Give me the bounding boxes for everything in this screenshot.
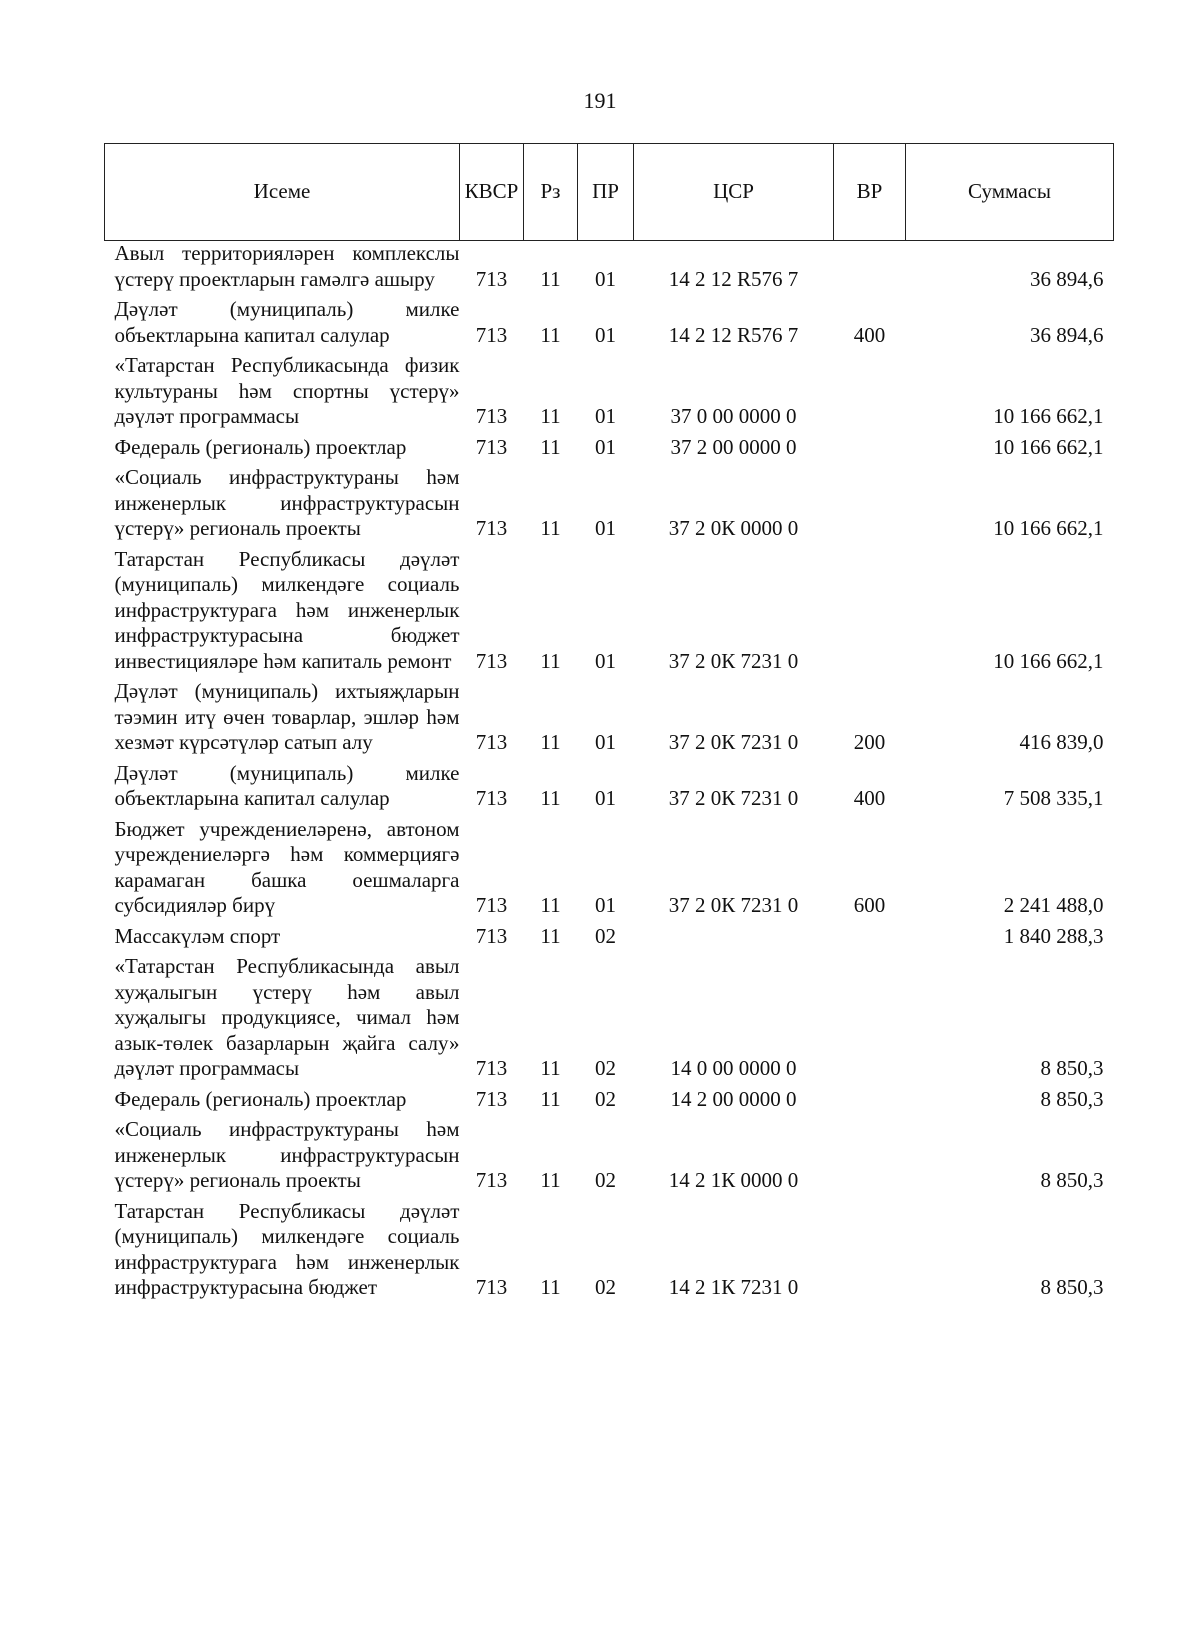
row-pr: 01	[595, 648, 616, 673]
row-rz: 11	[540, 730, 561, 754]
table-row	[105, 759, 1114, 815]
row-vr	[834, 952, 906, 1085]
row-sum: 8 850,3	[1040, 1168, 1104, 1192]
row-vr	[834, 1115, 906, 1197]
row-pr: 01	[595, 404, 616, 428]
row-sum: 10 166 662,1	[993, 434, 1104, 459]
table-row	[105, 677, 1114, 759]
row-name: Массакүләм спорт	[114, 923, 281, 948]
row-sum: 10 166 662,1	[993, 404, 1104, 428]
row-kvsr: 713	[475, 516, 508, 540]
header-vr: ВР	[834, 144, 906, 241]
row-name: Татарстан Республикасы дәүләт (муниципаль) милкендәге социаль инфраструктурага һәм инженерлык инфраструктурасына бюджет	[114, 1198, 460, 1299]
row-name: Татарстан Республикасы дәүләт (муниципаль) милкендәге социаль инфраструктурага һәм инженерлык инфраструктурасына бюджет инвестицияләре һәм капиталь ремонт	[114, 546, 460, 673]
table-row	[105, 351, 1114, 433]
header-name: Исеме	[105, 144, 460, 241]
row-sum: 2 241 488,0	[1003, 893, 1104, 917]
row-pr: 01	[595, 322, 616, 347]
header-pr: ПР	[578, 144, 634, 241]
table-row	[105, 922, 1114, 953]
row-pr: 01	[595, 786, 616, 810]
header-kvsr: КВСР	[460, 144, 524, 241]
row-name: Дәүләт (муниципаль) милке объектларына капитал салулар	[114, 297, 460, 347]
header-rz: Рз	[524, 144, 578, 241]
row-pr: 02	[595, 1275, 616, 1299]
row-rz: 11	[540, 786, 561, 810]
table-row	[105, 433, 1114, 464]
row-name: «Татарстан Республикасында авыл хуҗалыгын үстерү һәм авыл хуҗалыгы продукциясе, чимал һәм азык-төлек базарларын җайга салу» дәүләт программасы	[114, 954, 460, 1080]
row-vr	[834, 1085, 906, 1116]
row-sum: 7 508 335,1	[1003, 786, 1104, 810]
row-name: «Социаль инфраструктураны һәм инженерлык инфраструктурасын үстерү» региональ проекты	[114, 1117, 460, 1192]
row-kvsr: 713	[475, 266, 508, 291]
row-vr	[834, 241, 906, 296]
page-number: 191	[583, 88, 617, 113]
row-sum: 36 894,6	[1030, 266, 1104, 291]
row-tsr: 14 2 1К 0000 0	[668, 1168, 799, 1192]
row-sum: 8 850,3	[1040, 1056, 1104, 1080]
row-vr	[834, 463, 906, 545]
row-sum: 8 850,3	[1040, 1275, 1104, 1299]
row-sum: 10 166 662,1	[993, 516, 1104, 540]
row-vr: 200	[853, 730, 886, 754]
row-kvsr: 713	[475, 893, 508, 917]
row-pr: 01	[595, 516, 616, 540]
row-name: «Социаль инфраструктураны һәм инженерлык инфраструктурасын үстерү» региональ проекты	[114, 465, 460, 540]
row-vr	[834, 433, 906, 464]
row-tsr: 14 2 12 R576 7	[668, 266, 799, 291]
row-kvsr: 713	[475, 1168, 508, 1192]
row-sum: 8 850,3	[1040, 1086, 1104, 1111]
row-sum: 10 166 662,1	[993, 648, 1104, 673]
row-tsr: 37 2 0К 7231 0	[668, 786, 799, 810]
row-rz: 11	[540, 434, 561, 459]
row-vr: 600	[853, 893, 886, 917]
row-rz: 11	[540, 1056, 561, 1080]
row-name: Дәүләт (муниципаль) милке объектларына капитал салулар	[114, 760, 460, 810]
row-kvsr: 713	[475, 1275, 508, 1299]
table-row	[105, 1085, 1114, 1116]
row-pr: 01	[595, 434, 616, 459]
row-vr: 400	[853, 786, 886, 810]
row-tsr: 14 2 12 R576 7	[668, 322, 799, 347]
row-rz: 11	[540, 648, 561, 673]
row-tsr: 37 2 0К 0000 0	[668, 516, 799, 540]
row-vr: 400	[853, 322, 886, 347]
row-sum: 416 839,0	[1019, 730, 1104, 754]
row-name: Федераль (региональ) проектлар	[114, 434, 407, 459]
table-header	[105, 144, 1114, 241]
row-name: Дәүләт (муниципаль) ихтыяҗларын тәэмин итү өчен товарлар, эшләр һәм хезмәт күрсәтүләр сатып алу	[114, 679, 460, 754]
row-pr: 02	[595, 1168, 616, 1192]
row-rz: 11	[540, 893, 561, 917]
row-rz: 11	[540, 516, 561, 540]
row-rz: 11	[540, 923, 561, 948]
row-rz: 11	[540, 404, 561, 428]
row-tsr: 37 2 0К 7231 0	[668, 893, 799, 917]
row-pr: 01	[595, 266, 616, 291]
row-sum: 1 840 288,3	[1003, 923, 1104, 948]
row-kvsr: 713	[475, 1086, 508, 1111]
row-rz: 11	[540, 266, 561, 291]
row-tsr	[634, 922, 834, 953]
row-vr	[834, 351, 906, 433]
row-tsr: 14 0 00 0000 0	[670, 1056, 797, 1080]
table-row	[105, 1197, 1114, 1304]
row-rz: 11	[540, 322, 561, 347]
row-kvsr: 713	[475, 434, 508, 459]
table-row	[105, 295, 1114, 351]
row-name: Бюджет учреждениеләренә, автоном учреждениеләргә һәм коммерциягә карамаган башка оешмаларга субсидияләр бирү	[114, 816, 460, 917]
table-row	[105, 463, 1114, 545]
row-pr: 02	[595, 1086, 616, 1111]
row-name: Авыл территорияләрен комплекслы үстерү проектларын гамәлгә ашыру	[114, 241, 460, 291]
row-rz: 11	[540, 1168, 561, 1192]
row-kvsr: 713	[475, 923, 508, 948]
row-vr	[834, 545, 906, 678]
row-vr	[834, 1197, 906, 1304]
row-tsr: 14 2 1К 7231 0	[668, 1275, 799, 1299]
row-kvsr: 713	[475, 1056, 508, 1080]
row-name: «Татарстан Республикасында физик культураны һәм спортны үстерү» дәүләт программасы	[114, 353, 460, 428]
row-name: Федераль (региональ) проектлар	[114, 1086, 407, 1111]
row-kvsr: 713	[475, 730, 508, 754]
row-tsr: 14 2 00 0000 0	[670, 1086, 797, 1111]
budget-table	[104, 143, 1114, 1304]
row-pr: 02	[595, 1056, 616, 1080]
row-sum: 36 894,6	[1030, 322, 1104, 347]
row-tsr: 37 2 0К 7231 0	[668, 648, 799, 673]
row-pr: 01	[595, 730, 616, 754]
row-kvsr: 713	[475, 322, 508, 347]
row-tsr: 37 0 00 0000 0	[670, 404, 797, 428]
row-pr: 01	[595, 893, 616, 917]
row-vr	[834, 922, 906, 953]
row-pr: 02	[595, 923, 616, 948]
table-row	[105, 545, 1114, 678]
row-rz: 11	[540, 1086, 561, 1111]
table-row	[105, 952, 1114, 1085]
table-row	[105, 815, 1114, 922]
row-kvsr: 713	[475, 404, 508, 428]
header-sum: Суммасы	[906, 144, 1114, 241]
row-rz: 11	[540, 1275, 561, 1299]
row-kvsr: 713	[475, 648, 508, 673]
table-row	[105, 241, 1114, 296]
table-body	[105, 241, 1114, 1304]
header-tsr: ЦСР	[634, 144, 834, 241]
row-tsr: 37 2 00 0000 0	[670, 434, 797, 459]
row-tsr: 37 2 0К 7231 0	[668, 730, 799, 754]
table-row	[105, 1115, 1114, 1197]
row-kvsr: 713	[475, 786, 508, 810]
header-row	[105, 144, 1114, 241]
